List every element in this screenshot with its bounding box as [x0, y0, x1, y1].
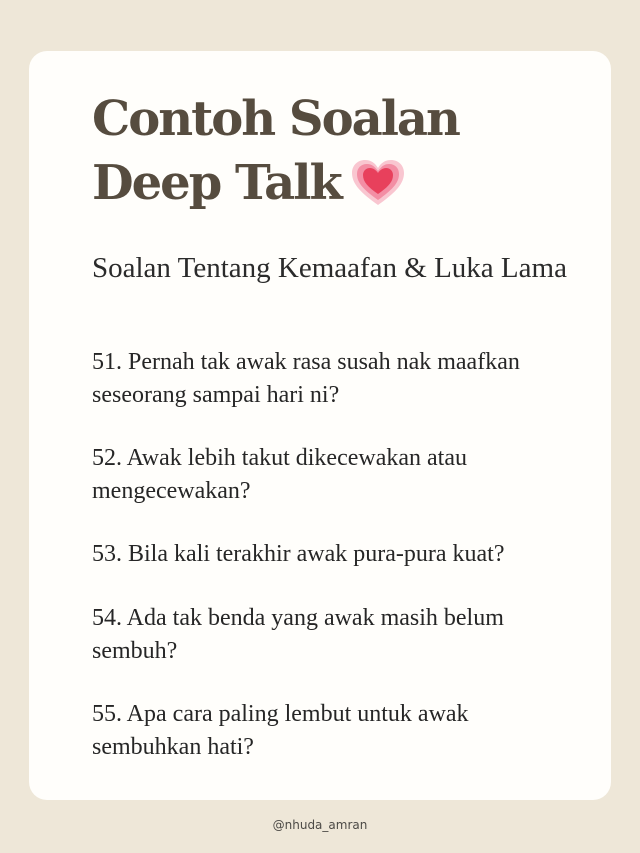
question-list [92, 346, 572, 794]
title-line-2: Deep Talk [92, 155, 341, 211]
question-51: 51. Pernah tak awak rasa susah nak maafkan seseorang sampai hari ni? [92, 349, 520, 408]
section-subtitle: Soalan Tentang Kemaafan & Luka Lama [92, 252, 567, 284]
page-title [92, 87, 562, 215]
question-52: 52. Awak lebih takut dikecewakan atau mengecewakan? [92, 445, 467, 504]
question-54: 54. Ada tak benda yang awak masih belum sembuh? [92, 605, 504, 664]
title-line-2-wrap [92, 151, 562, 215]
title-line-1: Contoh Soalan [92, 91, 459, 147]
question-53: 53. Bila kali terakhir awak pura-pura kuat? [92, 541, 505, 567]
author-handle: @nhuda_amran [272, 818, 368, 832]
question-55: 55. Apa cara paling lembut untuk awak sembuhkan hati? [92, 701, 469, 760]
heart-icon [351, 159, 405, 207]
content-card [29, 51, 611, 800]
